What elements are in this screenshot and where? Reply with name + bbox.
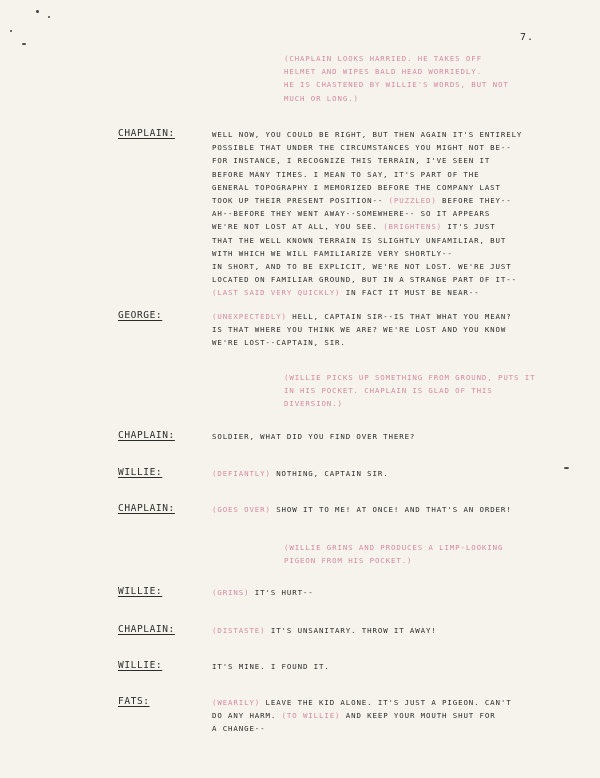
dialogue-line: [212, 430, 572, 443]
speaker-label: CHAPLAIN:: [118, 624, 175, 635]
parenthetical: (PUZZLED): [388, 196, 437, 206]
speaker-label: WILLIE:: [118, 467, 163, 478]
dialogue-line: [212, 660, 572, 673]
parenthetical: (BRIGHTENS): [383, 222, 443, 232]
margin-speck: [48, 16, 50, 18]
parenthetical: (UNEXPECTEDLY): [212, 312, 287, 321]
dialogue-text: SHOW IT TO ME! AT ONCE! AND THAT'S AN ORDER!: [270, 505, 512, 514]
dialogue-text: IT'S HURT--: [249, 588, 314, 597]
dialogue-text: IT'S MINE. I FOUND IT.: [212, 662, 330, 671]
dialogue-text: BEFORE THEY-- AH--BEFORE THEY WENT AWAY--SOMEWHERE-- SO IT APPEARS WE'RE NOT LOST AT ALL, YOU SEE.: [212, 196, 512, 232]
parenthetical: (GRINS): [212, 588, 250, 597]
speaker-label: FATS:: [118, 696, 150, 707]
stage-direction: (CHAPLAIN LOOKS HARRIED. HE TAKES OFF HELMET AND WIPES BALD HEAD WORRIEDLY. HE IS CHASTENED BY WILLIE'S WORDS, BUT NOT MUCH OR LONG.): [284, 54, 509, 103]
speaker-label: CHAPLAIN:: [118, 503, 175, 514]
dialogue-text: HELL, CAPTAIN SIR--IS THAT WHAT YOU MEAN? IS THAT WHERE YOU THINK WE ARE? WE'RE LOST AND YOU KNOW WE'RE LOST--CAPTAIN, SIR.: [212, 312, 512, 348]
stage-direction: (WILLIE PICKS UP SOMETHING FROM GROUND, PUTS IT IN HIS POCKET. CHAPLAIN IS GLAD OF THIS DIVERSION.): [284, 373, 536, 409]
margin-speck: [10, 30, 12, 32]
dialogue-line: [212, 696, 572, 736]
speaker-label: GEORGE:: [118, 310, 163, 321]
parenthetical: (LAST SAID VERY QUICKLY): [212, 288, 341, 298]
page-number: 7.: [520, 32, 535, 43]
dialogue-line: [212, 624, 572, 637]
parenthetical: (GOES OVER): [212, 505, 271, 514]
dialogue-text: SOLDIER, WHAT DID YOU FIND OVER THERE?: [212, 432, 416, 441]
parenthetical: (TO WILLIE): [281, 711, 341, 721]
dialogue-text: LEAVE THE KID ALONE. IT'S JUST A PIGEON. CAN'T DO ANY HARM.: [212, 698, 512, 721]
speaker-label: CHAPLAIN:: [118, 128, 175, 139]
margin-speck: [22, 43, 26, 45]
dialogue-line: [212, 586, 572, 599]
parenthetical: (DEFIANTLY): [212, 469, 271, 478]
dialogue-line: [212, 310, 572, 350]
dialogue-text: IT'S UNSANITARY. THROW IT AWAY!: [265, 626, 437, 635]
stage-direction: (WILLIE GRINS AND PRODUCES A LIMP-LOOKING PIGEON FROM HIS POCKET.): [284, 543, 504, 566]
dialogue-text: WELL NOW, YOU COULD BE RIGHT, BUT THEN AGAIN IT'S ENTIRELY POSSIBLE THAT UNDER THE CIRCUMSTANCES YOU MIGHT NOT BE-- FOR INSTANCE, I RECOGNIZE THIS TERRAIN, I'VE SEEN IT BEFORE MANY TIMES. I MEAN TO SAY, IT'S PART OF THE GENERAL TOPOGRAPHY I MEMORIZED BEFORE THE COMPANY LAST TOOK UP THEIR PRESENT POSITION--: [212, 130, 523, 206]
dialogue-text: AND KEEP YOUR MOUTH SHUT FOR A CHANGE--: [212, 711, 496, 734]
dialogue-line: [212, 503, 572, 516]
speaker-label: WILLIE:: [118, 660, 163, 671]
dialogue-text: NOTHING, CAPTAIN SIR.: [270, 469, 389, 478]
margin-speck: [36, 10, 39, 13]
parenthetical: (WEARILY): [212, 698, 261, 707]
speaker-label: WILLIE:: [118, 586, 163, 597]
speaker-label: CHAPLAIN:: [118, 430, 175, 441]
dialogue-line: [212, 128, 572, 300]
dialogue-text: IN FACT IT MUST BE NEAR--: [340, 288, 480, 298]
parenthetical: (DISTASTE): [212, 626, 266, 635]
dialogue-text: IT'S JUST THAT THE WELL KNOWN TERRAIN IS SLIGHTLY UNFAMILIAR, BUT WITH WHICH WE WILL FAMILIARIZE VERY SHORTLY-- IN SHORT, AND TO BE EXPLICIT, WE'RE NOT LOST. WE'RE JUST LOCATED ON FAMILIAR GROUND, BUT IN A STRANGE PART OF IT--: [212, 222, 517, 285]
dialogue-line: [212, 467, 572, 480]
